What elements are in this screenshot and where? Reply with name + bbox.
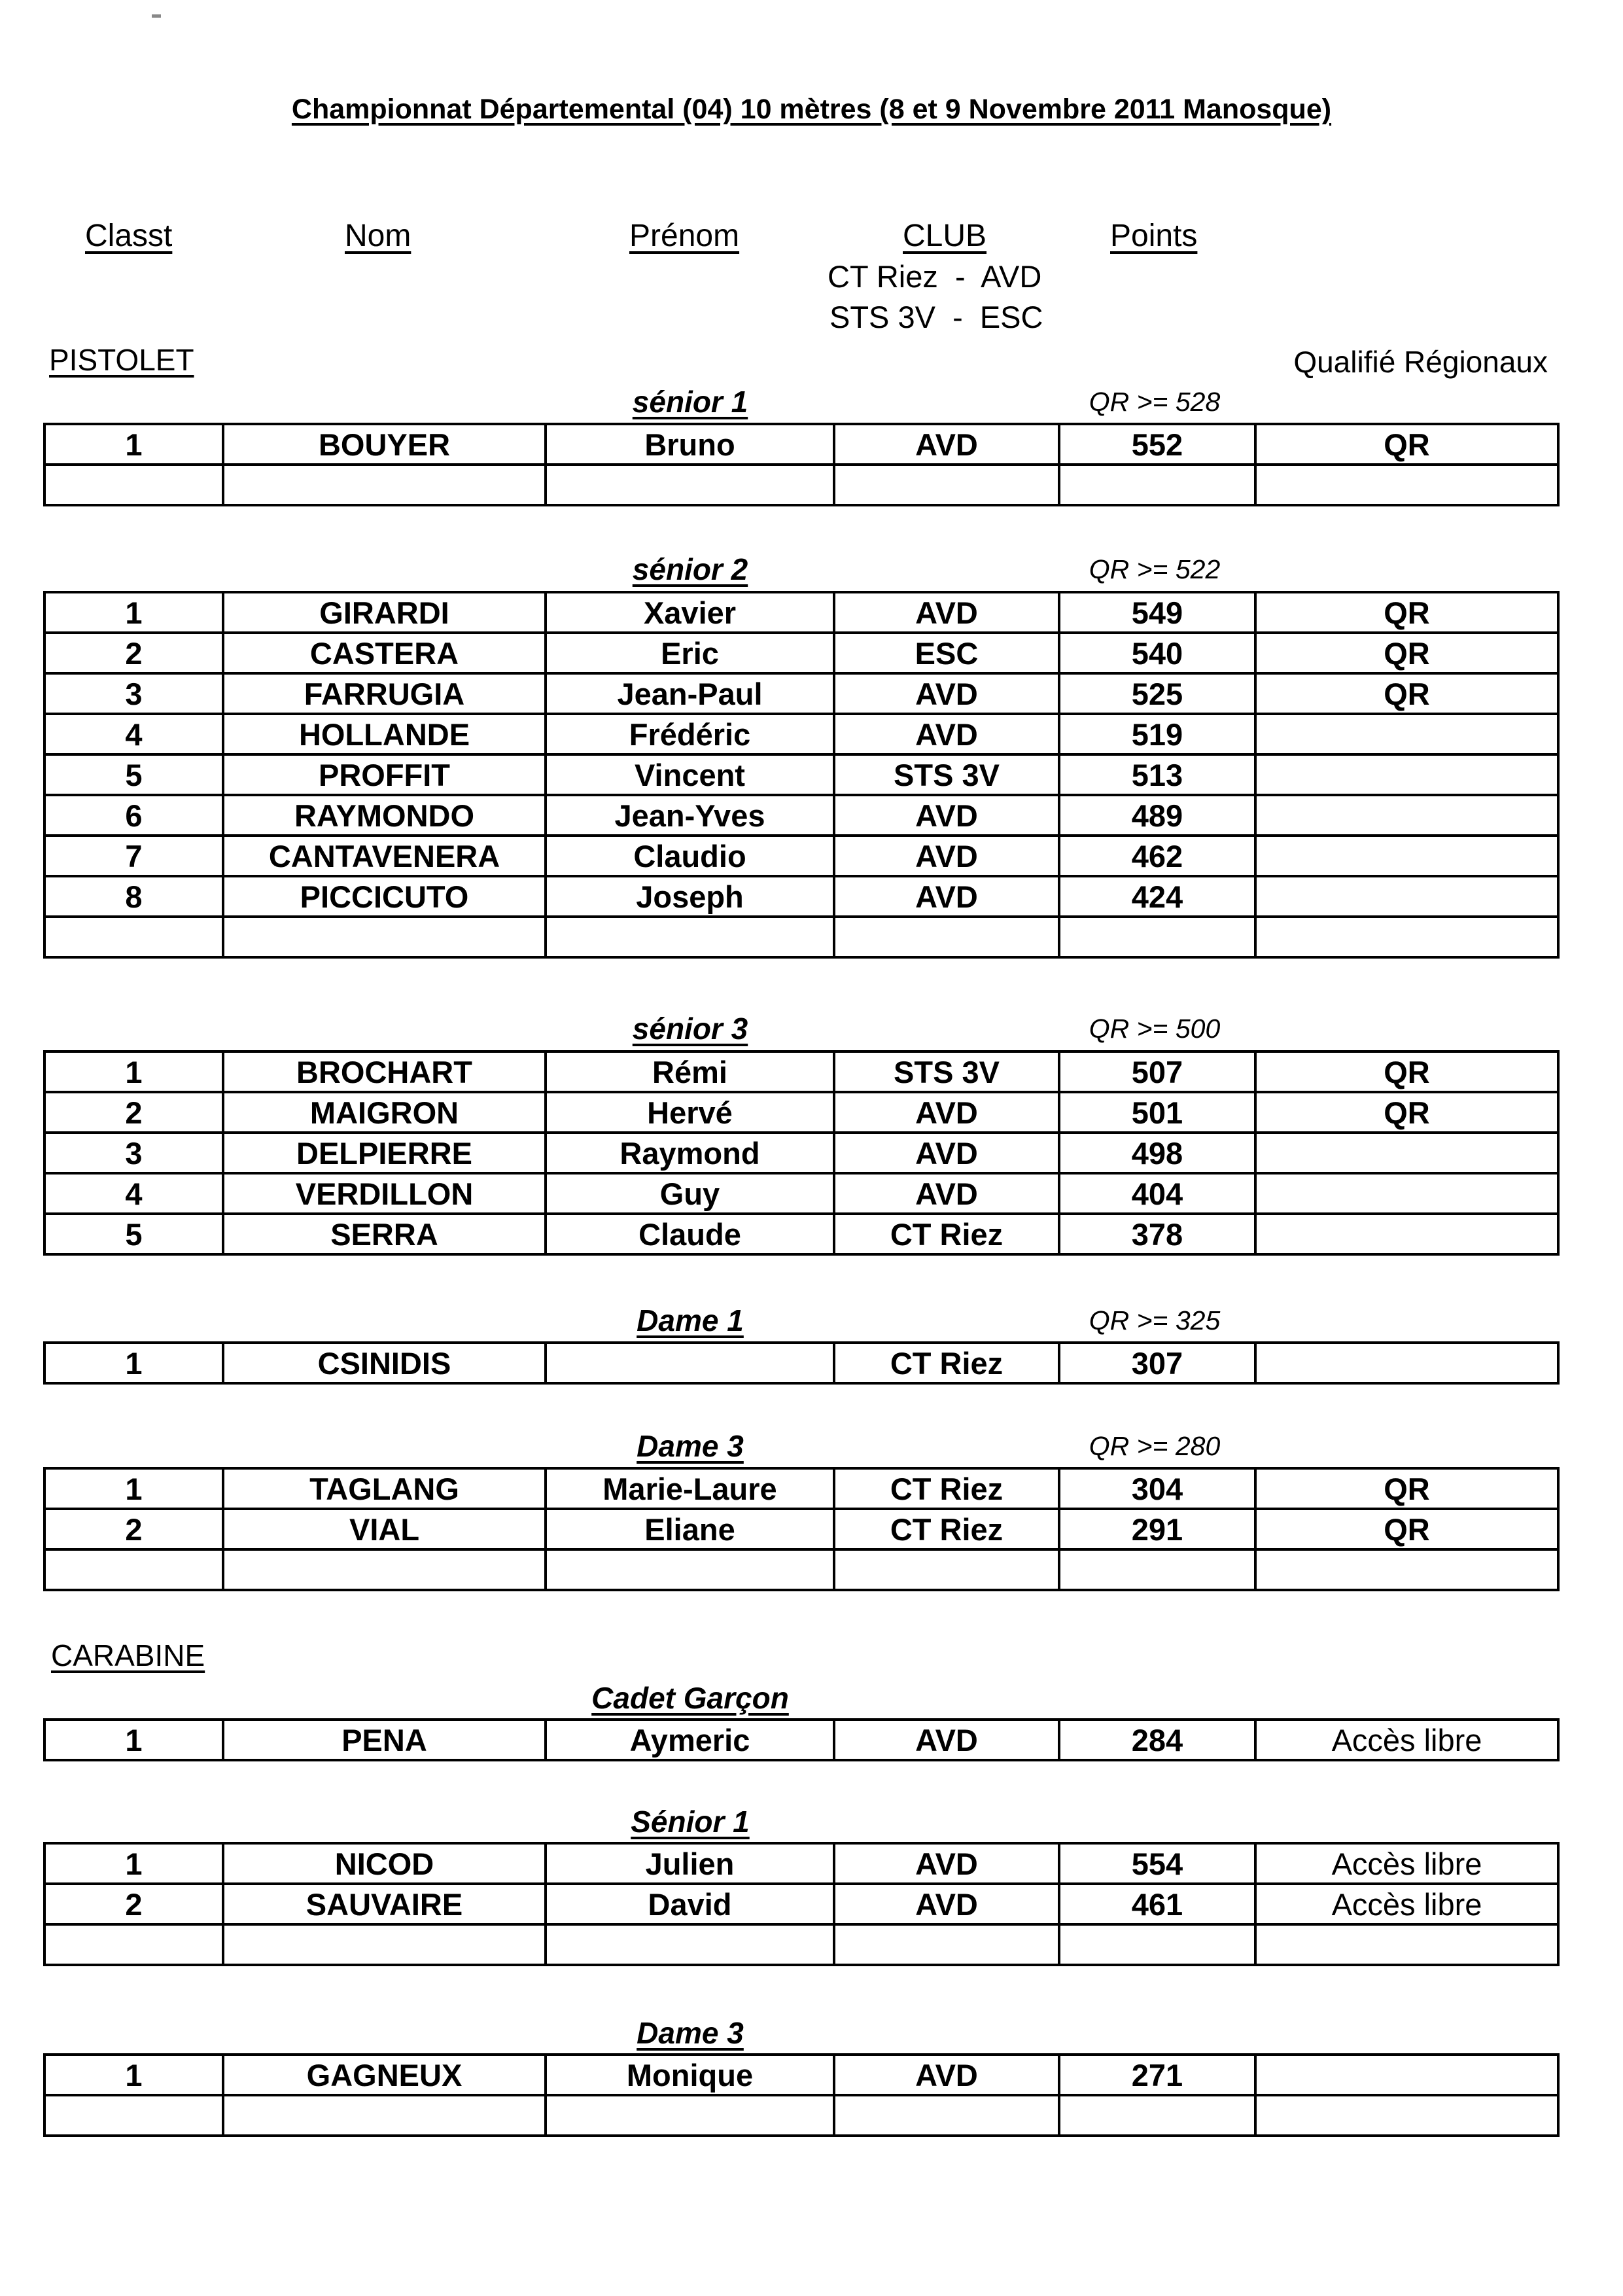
statut-cell: QR bbox=[1255, 673, 1558, 714]
scan-speck bbox=[152, 14, 161, 18]
rank-cell: 1 bbox=[44, 424, 223, 465]
statut-cell bbox=[1255, 1133, 1558, 1173]
qr-threshold-pistolet-senior2: QR >= 522 bbox=[1089, 554, 1221, 584]
prenom-cell: Julien bbox=[546, 1843, 834, 1884]
statut-cell: QR bbox=[1255, 633, 1558, 673]
statut-cell: QR bbox=[1255, 1468, 1558, 1509]
prenom-cell: Aymeric bbox=[546, 1720, 834, 1760]
club-cell bbox=[834, 917, 1059, 957]
results-table bbox=[43, 2053, 1560, 2137]
club-cell: ESC bbox=[834, 633, 1059, 673]
club-cell: AVD bbox=[834, 836, 1059, 876]
prenom-cell: Hervé bbox=[546, 1092, 834, 1133]
rank-cell bbox=[44, 465, 223, 505]
club-cell: AVD bbox=[834, 1133, 1059, 1173]
statut-cell: Accès libre bbox=[1255, 1720, 1558, 1760]
prenom-cell bbox=[546, 917, 834, 957]
category-carabine-dame3: Dame 3 bbox=[637, 2016, 744, 2050]
club-cell: CT Riez bbox=[834, 1509, 1059, 1549]
rank-cell bbox=[44, 1549, 223, 1590]
statut-cell bbox=[1255, 795, 1558, 836]
prenom-cell bbox=[546, 465, 834, 505]
statut-cell bbox=[1255, 917, 1558, 957]
club-cell bbox=[834, 1924, 1059, 1965]
prenom-cell bbox=[546, 1924, 834, 1965]
category-pistolet-senior1: sénior 1 bbox=[632, 385, 748, 419]
rank-cell: 1 bbox=[44, 1468, 223, 1509]
rank-cell: 3 bbox=[44, 673, 223, 714]
section-carabine: CARABINE bbox=[51, 1638, 205, 1672]
nom-cell: SERRA bbox=[223, 1214, 546, 1254]
rank-cell: 3 bbox=[44, 1133, 223, 1173]
points-cell: 498 bbox=[1059, 1133, 1255, 1173]
results-table bbox=[43, 423, 1560, 506]
club-cell: CT Riez bbox=[834, 1214, 1059, 1254]
nom-cell: HOLLANDE bbox=[223, 714, 546, 754]
points-cell: 378 bbox=[1059, 1214, 1255, 1254]
prenom-cell: Claude bbox=[546, 1214, 834, 1254]
club-cell: AVD bbox=[834, 876, 1059, 917]
points-cell: 271 bbox=[1059, 2055, 1255, 2095]
rank-cell: 6 bbox=[44, 795, 223, 836]
table-row bbox=[44, 1051, 1558, 1092]
nom-cell: MAIGRON bbox=[223, 1092, 546, 1133]
qr-threshold-pistolet-dame1: QR >= 325 bbox=[1089, 1305, 1221, 1335]
club-cell: CT Riez bbox=[834, 1343, 1059, 1383]
nom-cell: GIRARDI bbox=[223, 592, 546, 633]
rank-cell: 1 bbox=[44, 1720, 223, 1760]
prenom-cell: Guy bbox=[546, 1173, 834, 1214]
club-cell: AVD bbox=[834, 1173, 1059, 1214]
header-prenom: Prénom bbox=[629, 219, 740, 253]
rank-cell: 2 bbox=[44, 1884, 223, 1924]
table-row bbox=[44, 1884, 1558, 1924]
results-table bbox=[43, 1842, 1560, 1966]
header-classt: Classt bbox=[85, 219, 173, 253]
club-cell bbox=[834, 2095, 1059, 2136]
nom-cell: BOUYER bbox=[223, 424, 546, 465]
table-row bbox=[44, 1173, 1558, 1214]
table-row bbox=[44, 633, 1558, 673]
rank-cell: 1 bbox=[44, 592, 223, 633]
category-pistolet-dame1: Dame 1 bbox=[637, 1303, 744, 1337]
rank-cell bbox=[44, 917, 223, 957]
table-row bbox=[44, 2055, 1558, 2095]
points-cell bbox=[1059, 917, 1255, 957]
table-row bbox=[44, 1843, 1558, 1884]
category-carabine-cadet: Cadet Garçon bbox=[591, 1681, 789, 1715]
points-cell bbox=[1059, 1549, 1255, 1590]
statut-cell bbox=[1255, 2055, 1558, 2095]
prenom-cell: Frédéric bbox=[546, 714, 834, 754]
points-cell bbox=[1059, 2095, 1255, 2136]
points-cell bbox=[1059, 1924, 1255, 1965]
table-row bbox=[44, 2095, 1558, 2136]
nom-cell: CSINIDIS bbox=[223, 1343, 546, 1383]
page-title: Championnat Départemental (04) 10 mètres (8 et 9 Novembre 2011 Manosque) bbox=[291, 94, 1332, 125]
points-cell: 513 bbox=[1059, 754, 1255, 795]
points-cell: 424 bbox=[1059, 876, 1255, 917]
points-cell: 404 bbox=[1059, 1173, 1255, 1214]
club-cell: AVD bbox=[834, 1720, 1059, 1760]
statut-cell: QR bbox=[1255, 1092, 1558, 1133]
statut-cell bbox=[1255, 1214, 1558, 1254]
statut-cell bbox=[1255, 1924, 1558, 1965]
rank-cell: 1 bbox=[44, 1843, 223, 1884]
qr-threshold-pistolet-dame3: QR >= 280 bbox=[1089, 1431, 1221, 1461]
category-pistolet-senior2: sénior 2 bbox=[632, 552, 748, 586]
statut-cell: QR bbox=[1255, 424, 1558, 465]
statut-cell bbox=[1255, 876, 1558, 917]
rank-cell: 1 bbox=[44, 1343, 223, 1383]
club-cell: AVD bbox=[834, 592, 1059, 633]
table-row bbox=[44, 876, 1558, 917]
results-table bbox=[43, 1341, 1560, 1385]
section-pistolet: PISTOLET bbox=[49, 343, 194, 377]
nom-cell: CANTAVENERA bbox=[223, 836, 546, 876]
statut-cell: QR bbox=[1255, 1051, 1558, 1092]
points-cell: 489 bbox=[1059, 795, 1255, 836]
qr-threshold-pistolet-senior3: QR >= 500 bbox=[1089, 1014, 1221, 1044]
results-table bbox=[43, 591, 1560, 959]
rank-cell: 1 bbox=[44, 1051, 223, 1092]
table-row bbox=[44, 714, 1558, 754]
results-table bbox=[43, 1467, 1560, 1591]
statut-cell bbox=[1255, 1343, 1558, 1383]
points-cell: 291 bbox=[1059, 1509, 1255, 1549]
points-cell: 461 bbox=[1059, 1884, 1255, 1924]
club-cell: AVD bbox=[834, 795, 1059, 836]
prenom-cell bbox=[546, 1343, 834, 1383]
prenom-cell bbox=[546, 1549, 834, 1590]
category-pistolet-senior3: sénior 3 bbox=[632, 1012, 748, 1046]
statut-cell: QR bbox=[1255, 592, 1558, 633]
table-row bbox=[44, 592, 1558, 633]
table-row bbox=[44, 795, 1558, 836]
nom-cell bbox=[223, 2095, 546, 2136]
club-cell: AVD bbox=[834, 1092, 1059, 1133]
statut-cell bbox=[1255, 1549, 1558, 1590]
nom-cell: PROFFIT bbox=[223, 754, 546, 795]
table-row bbox=[44, 1720, 1558, 1760]
table-row bbox=[44, 424, 1558, 465]
nom-cell: VERDILLON bbox=[223, 1173, 546, 1214]
club-cell: AVD bbox=[834, 673, 1059, 714]
nom-cell: RAYMONDO bbox=[223, 795, 546, 836]
club-cell: AVD bbox=[834, 2055, 1059, 2095]
nom-cell bbox=[223, 1924, 546, 1965]
points-cell: 549 bbox=[1059, 592, 1255, 633]
nom-cell: FARRUGIA bbox=[223, 673, 546, 714]
statut-cell: QR bbox=[1255, 1509, 1558, 1549]
club-legend-line1: CT Riez - AVD bbox=[828, 259, 1042, 294]
prenom-cell: Monique bbox=[546, 2055, 834, 2095]
table-row bbox=[44, 1343, 1558, 1383]
results-table bbox=[43, 1718, 1560, 1761]
club-cell: AVD bbox=[834, 714, 1059, 754]
points-cell: 462 bbox=[1059, 836, 1255, 876]
rank-cell bbox=[44, 1924, 223, 1965]
nom-cell: SAUVAIRE bbox=[223, 1884, 546, 1924]
points-cell: 552 bbox=[1059, 424, 1255, 465]
prenom-cell bbox=[546, 2095, 834, 2136]
club-cell bbox=[834, 465, 1059, 505]
points-cell: 519 bbox=[1059, 714, 1255, 754]
nom-cell bbox=[223, 917, 546, 957]
rank-cell: 1 bbox=[44, 2055, 223, 2095]
rank-cell: 7 bbox=[44, 836, 223, 876]
table-row bbox=[44, 1468, 1558, 1509]
table-row bbox=[44, 1549, 1558, 1590]
table-row bbox=[44, 465, 1558, 505]
points-cell: 307 bbox=[1059, 1343, 1255, 1383]
club-cell bbox=[834, 1549, 1059, 1590]
prenom-cell: Rémi bbox=[546, 1051, 834, 1092]
club-legend-line2: STS 3V - ESC bbox=[829, 300, 1043, 334]
prenom-cell: David bbox=[546, 1884, 834, 1924]
nom-cell: NICOD bbox=[223, 1843, 546, 1884]
category-carabine-senior1: Sénior 1 bbox=[631, 1805, 750, 1839]
statut-cell bbox=[1255, 714, 1558, 754]
club-cell: AVD bbox=[834, 1884, 1059, 1924]
club-cell: CT Riez bbox=[834, 1468, 1059, 1509]
prenom-cell: Vincent bbox=[546, 754, 834, 795]
nom-cell: PENA bbox=[223, 1720, 546, 1760]
prenom-cell: Xavier bbox=[546, 592, 834, 633]
nom-cell: GAGNEUX bbox=[223, 2055, 546, 2095]
statut-cell bbox=[1255, 754, 1558, 795]
nom-cell: VIAL bbox=[223, 1509, 546, 1549]
rank-cell: 5 bbox=[44, 754, 223, 795]
prenom-cell: Bruno bbox=[546, 424, 834, 465]
statut-cell bbox=[1255, 836, 1558, 876]
header-club: CLUB bbox=[903, 219, 987, 253]
table-row bbox=[44, 1924, 1558, 1965]
table-row bbox=[44, 673, 1558, 714]
table-row bbox=[44, 1214, 1558, 1254]
statut-cell bbox=[1255, 1173, 1558, 1214]
club-cell: STS 3V bbox=[834, 1051, 1059, 1092]
nom-cell: TAGLANG bbox=[223, 1468, 546, 1509]
prenom-cell: Eliane bbox=[546, 1509, 834, 1549]
rank-cell: 5 bbox=[44, 1214, 223, 1254]
table-row bbox=[44, 836, 1558, 876]
table-row bbox=[44, 754, 1558, 795]
category-pistolet-dame3: Dame 3 bbox=[637, 1429, 744, 1463]
prenom-cell: Joseph bbox=[546, 876, 834, 917]
nom-cell bbox=[223, 465, 546, 505]
points-cell: 507 bbox=[1059, 1051, 1255, 1092]
club-cell: AVD bbox=[834, 424, 1059, 465]
qualif-legend: Qualifié Régionaux bbox=[1293, 345, 1548, 379]
rank-cell: 4 bbox=[44, 714, 223, 754]
nom-cell bbox=[223, 1549, 546, 1590]
header-points: Points bbox=[1110, 219, 1198, 253]
rank-cell: 2 bbox=[44, 1509, 223, 1549]
results-table bbox=[43, 1050, 1560, 1256]
header-nom: Nom bbox=[345, 219, 411, 253]
points-cell bbox=[1059, 465, 1255, 505]
club-cell: AVD bbox=[834, 1843, 1059, 1884]
statut-cell bbox=[1255, 2095, 1558, 2136]
points-cell: 525 bbox=[1059, 673, 1255, 714]
points-cell: 284 bbox=[1059, 1720, 1255, 1760]
prenom-cell: Raymond bbox=[546, 1133, 834, 1173]
rank-cell: 2 bbox=[44, 1092, 223, 1133]
points-cell: 554 bbox=[1059, 1843, 1255, 1884]
rank-cell bbox=[44, 2095, 223, 2136]
prenom-cell: Eric bbox=[546, 633, 834, 673]
points-cell: 540 bbox=[1059, 633, 1255, 673]
points-cell: 304 bbox=[1059, 1468, 1255, 1509]
table-row bbox=[44, 1509, 1558, 1549]
prenom-cell: Jean-Paul bbox=[546, 673, 834, 714]
nom-cell: BROCHART bbox=[223, 1051, 546, 1092]
table-row bbox=[44, 1092, 1558, 1133]
statut-cell bbox=[1255, 465, 1558, 505]
prenom-cell: Claudio bbox=[546, 836, 834, 876]
nom-cell: CASTERA bbox=[223, 633, 546, 673]
nom-cell: DELPIERRE bbox=[223, 1133, 546, 1173]
qr-threshold-pistolet-senior1: QR >= 528 bbox=[1089, 387, 1221, 417]
statut-cell: Accès libre bbox=[1255, 1843, 1558, 1884]
points-cell: 501 bbox=[1059, 1092, 1255, 1133]
table-row bbox=[44, 1133, 1558, 1173]
table-row bbox=[44, 917, 1558, 957]
rank-cell: 4 bbox=[44, 1173, 223, 1214]
nom-cell: PICCICUTO bbox=[223, 876, 546, 917]
statut-cell: Accès libre bbox=[1255, 1884, 1558, 1924]
prenom-cell: Marie-Laure bbox=[546, 1468, 834, 1509]
rank-cell: 8 bbox=[44, 876, 223, 917]
prenom-cell: Jean-Yves bbox=[546, 795, 834, 836]
rank-cell: 2 bbox=[44, 633, 223, 673]
club-cell: STS 3V bbox=[834, 754, 1059, 795]
